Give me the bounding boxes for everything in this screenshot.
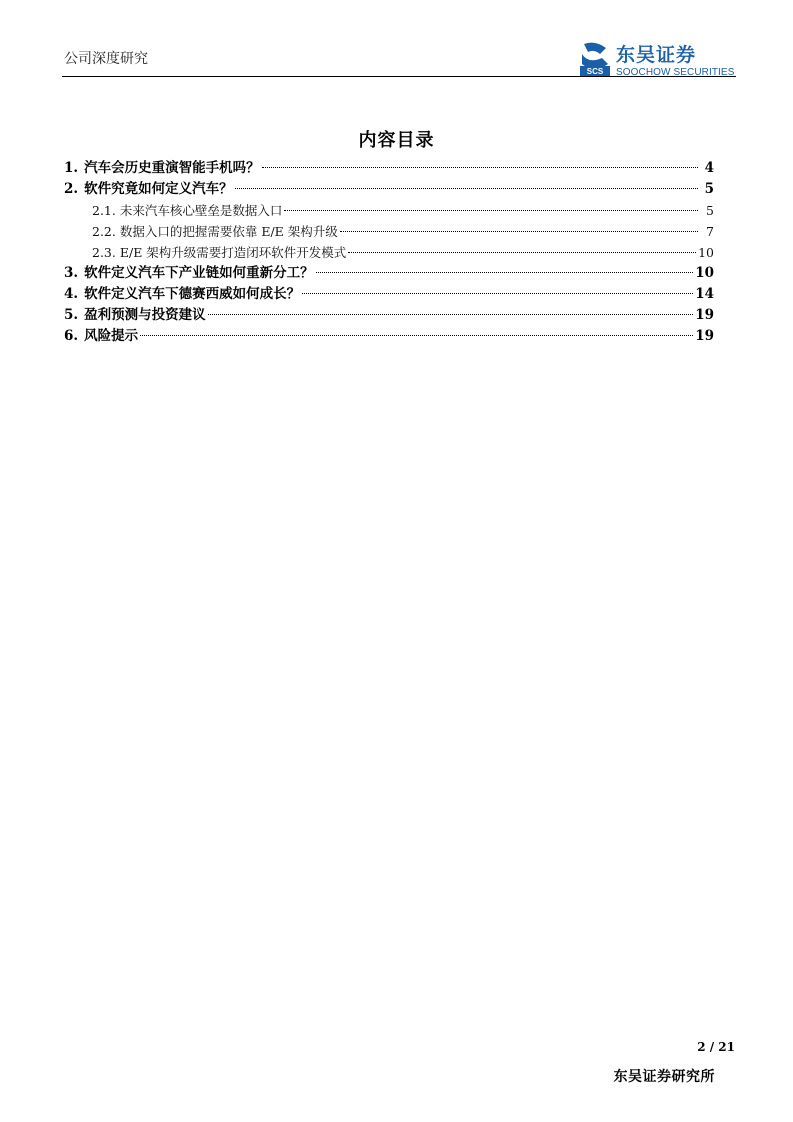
toc-entry[interactable] [64, 263, 714, 284]
toc-entry-number: 4. [64, 286, 79, 302]
toc-entry[interactable] [64, 326, 714, 347]
scs-logo-icon [580, 42, 610, 76]
toc-entry-title: E/E 架构升级需要打造闭环软件开发模式 [119, 245, 347, 260]
toc-leader-dots [140, 335, 693, 336]
footer-organization: 东吴证券研究所 [613, 1069, 715, 1085]
toc-leader-dots [235, 188, 698, 189]
toc-entry-title: 软件定义汽车下德赛西威如何成长？ [84, 286, 301, 302]
toc-entry-title: 汽车会历史重演智能手机吗？ [84, 160, 260, 176]
toc-entry[interactable] [64, 305, 714, 326]
toc-subentry[interactable] [64, 221, 714, 242]
toc-entry-page: 19 [695, 328, 714, 344]
toc-entry-number: 2. [64, 181, 79, 197]
toc-entry-title: 盈利预测与投资建议 [84, 307, 206, 323]
logo-text-en: SOOCHOW SECURITIES [616, 67, 735, 78]
toc-leader-dots [208, 314, 694, 315]
company-logo [580, 42, 740, 78]
toc-leader-dots [340, 231, 698, 232]
toc-entry[interactable] [64, 158, 714, 179]
toc-entry-page: 19 [695, 307, 714, 323]
toc-leader-dots [316, 272, 694, 273]
header-category: 公司深度研究 [64, 51, 148, 67]
toc-entry-page: 14 [695, 286, 714, 302]
toc-entry-number: 1. [64, 160, 79, 176]
logo-mark-label: SCS [586, 67, 604, 76]
toc-subentry[interactable] [64, 242, 714, 263]
toc-entry-page: 5 [706, 203, 714, 218]
page-indicator: 2 / 21 [697, 1040, 735, 1054]
toc-entry-number: 6. [64, 328, 79, 344]
toc-entry-page: 5 [704, 181, 714, 197]
toc-entry-number: 2.3. [92, 245, 116, 260]
toc-entry-title: 软件究竟如何定义汽车？ [84, 181, 233, 197]
toc-entry-title: 软件定义汽车下产业链如何重新分工？ [84, 265, 314, 281]
toc-entry[interactable] [64, 179, 714, 200]
table-of-contents [64, 158, 714, 347]
toc-entry-number: 3. [64, 265, 79, 281]
toc-entry-number: 2.2. [92, 224, 116, 239]
toc-leader-dots [284, 210, 698, 211]
toc-subentry[interactable] [64, 200, 714, 221]
toc-entry-number: 5. [64, 307, 79, 323]
toc-entry-title: 风险提示 [84, 328, 139, 344]
toc-leader-dots [302, 293, 693, 294]
header-divider [62, 76, 736, 77]
toc-entry-page: 10 [695, 265, 714, 281]
toc-leader-dots [262, 167, 698, 168]
logo-text-cn: 东吴证券 [616, 44, 697, 66]
toc-entry-title: 数据入口的把握需要依靠 E/E 架构升级 [119, 224, 338, 239]
toc-entry-title: 未来汽车核心壁垒是数据入口 [119, 203, 283, 218]
toc-entry-number: 2.1. [92, 203, 116, 218]
toc-entry[interactable] [64, 284, 714, 305]
toc-entry-page: 4 [704, 160, 714, 176]
toc-entry-page: 10 [698, 245, 714, 260]
toc-entry-page: 7 [706, 224, 714, 239]
toc-leader-dots [348, 252, 696, 253]
toc-title: 内容目录 [358, 130, 435, 151]
